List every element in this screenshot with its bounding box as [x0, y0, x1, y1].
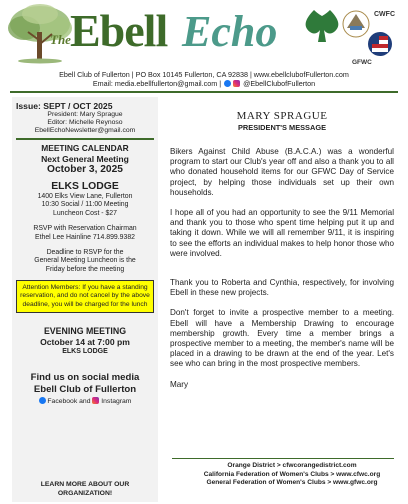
header-address: Ebell Club of Fullerton | PO Box 10145 Fullerton, CA 92838 | www.ebellclubofFullerton.com [59, 70, 349, 79]
deadline-line-3: Friday before the meeting [45, 265, 125, 273]
evening-meeting [12, 326, 158, 356]
evening-meeting-venue: ELKS LODGE [62, 347, 108, 355]
social-title-1: Find us on social media [30, 371, 140, 383]
rsvp-line-1: RSVP with Reservation Chairman [33, 225, 137, 233]
issue-label: Issue: SEPT / OCT 2025 [16, 101, 113, 111]
message-paragraph-1: Bikers Against Child Abuse (B.A.C.A.) was a wonderful program to start our Club's year off and also a thank you to all who donated household items for our GFWC Day of Service project, by helping those individuals set up their own households. [170, 147, 394, 197]
learn-more-line-2: ORGANIZATION! [57, 489, 113, 497]
header-email: Email: media.ebellfullerton@gmail.com | [92, 79, 222, 88]
staff-email: EbellEchoNewsletter@gmail.com [34, 127, 136, 134]
social-media-block [12, 372, 158, 406]
deadline-line-1: Deadline to RSVP for the [46, 249, 124, 257]
sidebar [12, 97, 158, 502]
header-contact-line [0, 79, 408, 88]
masthead-title-echo: Echo [182, 7, 278, 56]
message-paragraph-4: Don't forget to invite a prospective member to a meeting. Ebell will have a Membership Drawing to encourage membership growth. Every time a member brings a prospective member to a meeting, the member's name will be placed in a drawing to be drawn at the end of the year. Let's see who can bring in the most prospective members. [170, 308, 394, 369]
cfwc-link[interactable]: California Federation of Women's Clubs > www.cfwc.org [203, 470, 381, 478]
rsvp-line-2: Ethel Lee Hainline 714.899.9382 [35, 233, 135, 241]
header-divider [10, 91, 398, 93]
attention-notice: Attention Members: If you have a standing reservation, and do not cancel by the above deadline, you will be charged for the lunch [16, 280, 154, 313]
luncheon-cost: Luncheon Cost - $27 [53, 209, 117, 217]
facebook-icon [224, 80, 231, 87]
deadline-line-2: General Meeting Luncheon is the [34, 257, 136, 265]
facebook-link[interactable]: Facebook and [47, 397, 91, 405]
presidents-message [170, 110, 394, 390]
facebook-icon[interactable] [39, 397, 46, 404]
cwfc-logo-icon [343, 11, 395, 37]
federation-links [192, 462, 392, 488]
message-title: PRESIDENT'S MESSAGE [238, 123, 326, 132]
president-name: MARY SPRAGUE [236, 110, 328, 122]
svg-text:GFWC: GFWC [352, 59, 372, 66]
masthead [0, 0, 408, 72]
message-paragraph-2: I hope all of you had an opportunity to see the 9/11 Memorial and thank you to those who spent time helping put it up and taking it down. While we will all remember 9/11, it is inspiring to see the efforts an individual makes to help honor those who were involved. [170, 208, 394, 258]
meeting-times: 10:30 Social / 11:00 Meeting [41, 201, 129, 209]
venue-address: 1400 Elks View Lane, Fullerton [37, 193, 133, 200]
instagram-link[interactable]: Instagram [101, 397, 132, 405]
masthead-title-ebell: Ebell [70, 5, 168, 56]
learn-more [12, 481, 158, 498]
message-body [170, 147, 394, 390]
staff-president: President: Mary Sprague [47, 111, 123, 118]
club-logos [300, 6, 404, 68]
meeting-venue: ELKS LODGE [51, 181, 119, 192]
meeting-calendar [12, 143, 158, 274]
staff-editor: Editor: Michelle Reynoso [47, 119, 123, 126]
message-paragraph-3: Thank you to Roberta and Cynthia, respectively, for involving Ebell in these new projects. [170, 278, 394, 298]
header-social-handle: @EbellClubofFullerton [243, 79, 316, 88]
instagram-icon [233, 80, 240, 87]
instagram-icon[interactable] [92, 397, 99, 404]
svg-text:CWFC: CWFC [374, 11, 395, 18]
social-title-2: Ebell Club of Fullerton [33, 383, 137, 395]
gfwc-link[interactable]: General Federation of Women's Clubs > www.gfwc.org [206, 479, 378, 487]
evening-meeting-title: EVENING MEETING [43, 325, 127, 336]
header-info [0, 70, 408, 88]
orange-district-link[interactable]: Orange District > cfwcorangedistrict.com [227, 462, 357, 469]
clover-emblem-icon [306, 10, 339, 42]
calendar-title: MEETING CALENDAR [41, 143, 129, 153]
evening-meeting-date: October 14 at 7:00 pm [40, 336, 130, 347]
message-signature: Mary [170, 379, 189, 389]
next-meeting-label: Next General Meeting [41, 154, 129, 164]
sidebar-divider [16, 138, 154, 140]
masthead-the: The [50, 32, 71, 47]
learn-more-line-1: LEARN MORE ABOUT OUR [40, 481, 130, 488]
footer-divider [172, 458, 394, 459]
next-meeting-date: October 3, 2025 [47, 164, 123, 175]
social-links [12, 397, 158, 406]
